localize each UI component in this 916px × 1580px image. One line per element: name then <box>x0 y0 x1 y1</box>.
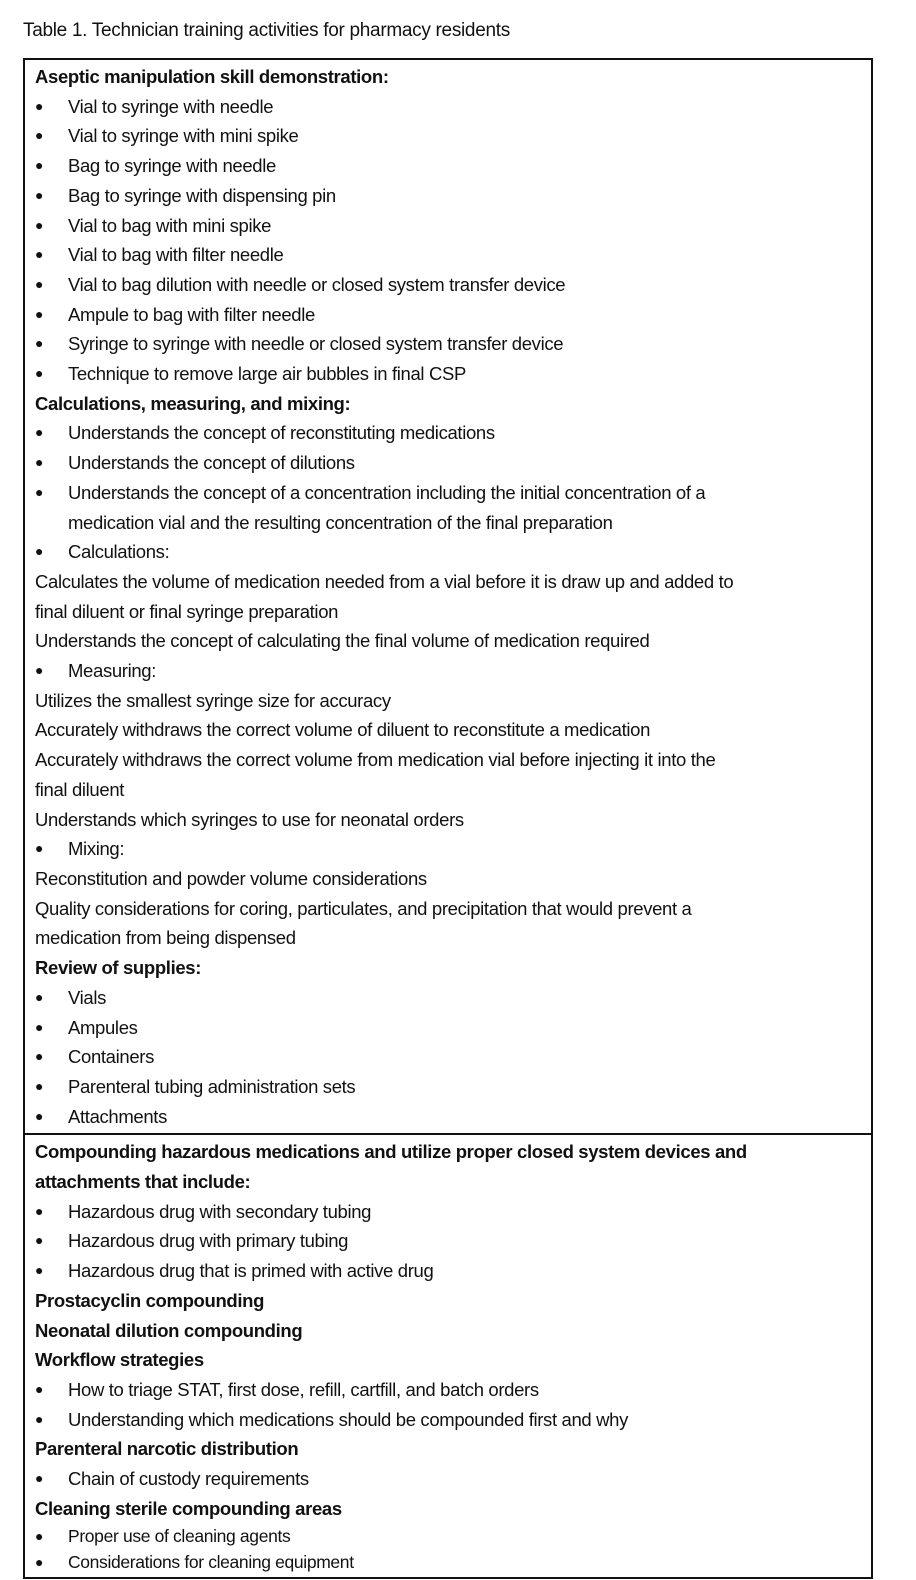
bullet-item <box>35 92 861 122</box>
bullet-text: Attachments <box>68 1105 167 1127</box>
bullet-item <box>35 1042 861 1072</box>
bullet-icon <box>35 418 68 448</box>
text-line: Utilizes the smallest syringe size for accuracy <box>35 689 391 711</box>
bullet-item <box>35 1256 861 1286</box>
section-heading: Cleaning sterile compounding areas <box>35 1497 342 1519</box>
text-line: final diluent or final syringe preparation <box>35 600 339 622</box>
section-heading: Prostacyclin compounding <box>35 1289 265 1311</box>
bullet-icon <box>35 1072 68 1102</box>
bullet-item <box>35 359 861 389</box>
bullet-item <box>35 1072 861 1102</box>
bullet-item <box>35 1226 861 1256</box>
bullet-icon <box>35 1102 68 1132</box>
bullet-icon <box>35 537 68 567</box>
text-line: final diluent <box>35 778 125 800</box>
bullet-icon <box>35 151 68 181</box>
section-heading: Calculations, measuring, and mixing: <box>35 392 351 414</box>
bullet-text: Ampules <box>68 1016 138 1038</box>
bullet-item <box>35 537 861 567</box>
section-heading: Review of supplies: <box>35 957 202 979</box>
bullet-icon <box>35 92 68 122</box>
text-line: medication from being dispensed <box>35 927 296 949</box>
bullet-icon <box>35 656 68 686</box>
text-line: Understands which syringes to use for neonatal orders <box>35 808 464 830</box>
bullet-text: Understanding which medications should be compounded first and why <box>68 1408 628 1430</box>
bullet-item <box>35 211 861 241</box>
bullet-text: Ampule to bag with filter needle <box>68 303 315 325</box>
bullet-icon <box>35 240 68 270</box>
bullet-text: Vials <box>68 986 107 1008</box>
bullet-item <box>35 1523 861 1549</box>
bullet-text: Considerations for cleaning equipment <box>68 1552 354 1573</box>
bullet-item <box>35 121 861 151</box>
bullet-icon <box>35 1197 68 1227</box>
bullet-item <box>35 478 861 508</box>
text-line: Quality considerations for coring, particulates, and precipitation that would prevent a <box>35 897 692 919</box>
bullet-icon <box>35 834 68 864</box>
bullet-item <box>35 270 861 300</box>
bullet-icon <box>35 1013 68 1043</box>
section-heading: Compounding hazardous medications and utilize proper closed system devices and <box>35 1141 747 1163</box>
table-caption: Table 1. Technician training activities for pharmacy residents <box>23 20 510 41</box>
bullet-text: Chain of custody requirements <box>68 1468 309 1490</box>
bullet-item <box>35 1549 861 1575</box>
bullet-item <box>35 329 861 359</box>
bullet-icon <box>35 1226 68 1256</box>
section-heading: Aseptic manipulation skill demonstration: <box>35 66 389 87</box>
bullet-icon <box>35 359 68 389</box>
bullet-continuation: medication vial and the resulting concentration of the final preparation <box>68 511 613 533</box>
bullet-item <box>35 1405 861 1435</box>
bullet-item <box>35 1013 861 1043</box>
bullet-item <box>35 1464 861 1494</box>
bullet-item <box>35 181 861 211</box>
bullet-text: Understands the concept of dilutions <box>68 452 355 474</box>
bullet-icon <box>35 1256 68 1286</box>
bullet-item <box>35 834 861 864</box>
bullet-icon <box>35 983 68 1013</box>
bullet-text: Bag to syringe with dispensing pin <box>68 184 336 206</box>
table-cell-2 <box>25 1133 871 1577</box>
bullet-item <box>35 656 861 686</box>
bullet-item <box>35 240 861 270</box>
bullet-text: Mixing: <box>68 838 125 860</box>
bullet-text: Understands the concept of reconstituting medications <box>68 422 495 444</box>
text-line: Accurately withdraws the correct volume of diluent to reconstitute a medication <box>35 719 651 741</box>
bullet-text: Vial to bag with filter needle <box>68 244 284 266</box>
bullet-text: Vial to bag dilution with needle or closed system transfer device <box>68 273 566 295</box>
bullet-item <box>35 151 861 181</box>
bullet-text: Hazardous drug with primary tubing <box>68 1230 349 1252</box>
bullet-text: Technique to remove large air bubbles in final CSP <box>68 363 466 385</box>
bullet-icon <box>35 448 68 478</box>
bullet-icon <box>35 1375 68 1405</box>
section-heading: Neonatal dilution compounding <box>35 1319 303 1341</box>
bullet-icon <box>35 1549 68 1575</box>
bullet-text: Understands the concept of a concentration including the initial concentration of a <box>68 481 706 503</box>
bullet-item <box>35 1375 861 1405</box>
bullet-text: Hazardous drug that is primed with active drug <box>68 1260 434 1282</box>
section-heading: attachments that include: <box>35 1171 251 1193</box>
bullet-text: Syringe to syringe with needle or closed system transfer device <box>68 333 564 355</box>
text-line: Accurately withdraws the correct volume from medication vial before injecting it into the <box>35 749 716 771</box>
bullet-text: Vial to bag with mini spike <box>68 214 272 236</box>
bullet-icon <box>35 270 68 300</box>
bullet-item <box>35 1102 861 1132</box>
bullet-text: Calculations: <box>68 541 170 563</box>
text-line: Understands the concept of calculating the final volume of medication required <box>35 630 650 652</box>
bullet-text: Bag to syringe with needle <box>68 155 276 177</box>
text-line: Calculates the volume of medication needed from a vial before it is draw up and added to <box>35 570 734 592</box>
bullet-item <box>35 983 861 1013</box>
bullet-item <box>35 418 861 448</box>
bullet-icon <box>35 121 68 151</box>
bullet-icon <box>35 478 68 508</box>
section-heading: Workflow strategies <box>35 1349 204 1371</box>
bullet-text: Hazardous drug with secondary tubing <box>68 1200 372 1222</box>
table-cell-1 <box>25 60 871 1133</box>
bullet-text: Measuring: <box>68 660 157 682</box>
bullet-icon <box>35 1523 68 1549</box>
bullet-icon <box>35 300 68 330</box>
bullet-text: How to triage STAT, first dose, refill, cartfill, and batch orders <box>68 1378 539 1400</box>
bullet-item <box>35 1197 861 1227</box>
bullet-text: Parenteral tubing administration sets <box>68 1075 356 1097</box>
bullet-icon <box>35 1464 68 1494</box>
bullet-icon <box>35 211 68 241</box>
bullet-text: Containers <box>68 1046 154 1068</box>
bullet-item <box>35 300 861 330</box>
bullet-icon <box>35 329 68 359</box>
training-activities-table <box>23 58 873 1579</box>
text-line: Reconstitution and powder volume considerations <box>35 867 427 889</box>
bullet-icon <box>35 1042 68 1072</box>
bullet-icon <box>35 1405 68 1435</box>
bullet-text: Vial to syringe with needle <box>68 95 274 117</box>
bullet-text: Vial to syringe with mini spike <box>68 125 299 147</box>
section-heading: Parenteral narcotic distribution <box>35 1438 299 1460</box>
bullet-icon <box>35 181 68 211</box>
bullet-text: Proper use of cleaning agents <box>68 1526 291 1547</box>
bullet-item <box>35 448 861 478</box>
